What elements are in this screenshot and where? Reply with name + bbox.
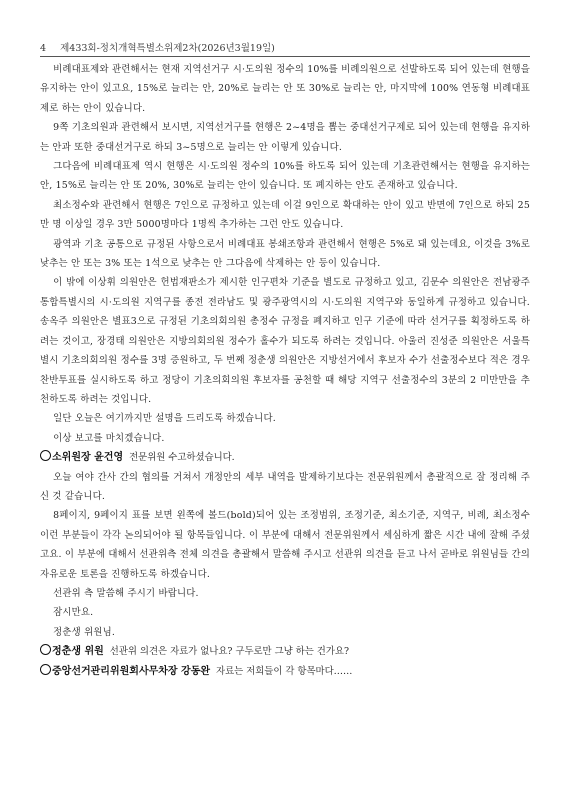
paragraph: 잠시만요.: [53, 607, 94, 619]
document-body: [40, 60, 530, 681]
paragraph: 오늘 여야 간사 간의 협의를 거쳐서 개정안의 세부 내역을 발제하기보다는 전문위원께서 총괄적으로 잘 정리해 주신 것 같습니다.: [40, 471, 530, 502]
speaker-line: [40, 642, 530, 661]
page-number: 4: [40, 43, 47, 54]
speaker-name: 소위원장 윤건영: [52, 452, 124, 464]
paragraph: 이 밖에 이상휘 의원안은 헌법재판소가 제시한 인구편차 기준을 별도로 규정하고 있고, 김문수 의원안은 전남광주통합특별시의 시·도의원 지역구를 종전 전라남도 및 광주광역시의 시·도의원 지역구와 동일하게 규정하고 있습니다. 송옥주 의원안은 별표3으로 규정된 기초의회의원 총정수 규정을 폐지하고 인구 기준에 따라 선거구를 획정하도록 하려는 것이고, 장경태 의원안은 지방의회의원 정수가 홀수가 되도록 하려는 것입니다. 아울러 진성준 의원안은 서울특별시 기초의회의원 정수를 3명 증원하고, 두 번째 정춘생 의원안은 지방선거에서 후보자 수가 선출정수보다 적은 경우 찬반투표를 실시하도록 하고 정당이 기초의회의원 후보자를 공천할 때 해당 지역구 선출정수의 3분의 2 미만만을 추천하도록 하려는 것입니다.: [40, 277, 530, 405]
paragraph: 이상 보고를 마치겠습니다.: [53, 432, 165, 444]
paragraph: 9쪽 기초의원과 관련해서 보시면, 지역선거구를 현행은 2~4명을 뽑는 중대선거구제로 되어 있는데 현행을 유지하는 안과 또한 중대선거구로 하되 3~5명으로 늘리는 안 이렇게 있습니다.: [40, 122, 530, 153]
paragraph: 비례대표제와 관련해서는 현재 지역선거구 시·도의원 정수의 10%를 비례의원으로 선발하도록 되어 있는데 현행을 유지하는 안이 있고요, 15%로 늘리는 안, 20%로 늘리는 안 또 30%로 늘리는 안, 마지막에 100% 연동형 비례대표제로 하는 안이 있습니다.: [40, 64, 530, 114]
speaker-line: [40, 448, 530, 467]
speech-text: 전문위원 수고하셨습니다.: [129, 452, 235, 464]
speaker-name: 중앙선거관리위원회사무차장 강동완: [52, 665, 211, 677]
speaker-name: 정춘생 위원: [52, 646, 104, 658]
header-rule: [40, 56, 530, 57]
speaker-circle-icon: [40, 450, 51, 461]
speaker-line: [40, 662, 530, 681]
speech-text: 선관위 의견은 자료가 없나요? 구두로만 그냥 하는 건가요?: [109, 646, 349, 658]
paragraph: 광역과 기초 공통으로 규정된 사항으로서 비례대표 봉쇄조항과 관련해서 현행은 5%로 돼 있는데요, 이것을 3%로 낮추는 안 또는 3% 또는 1석으로 낮추는 안 그다음에 삭제하는 안 등이 있습니다.: [40, 238, 530, 270]
paragraph: 최소정수와 관련해서 현행은 7인으로 규정하고 있는데 이걸 9인으로 확대하는 안이 있고 반면에 7인으로 하되 25만 명 이상일 경우 3만 5000명마다 1명씩 추가하는 그런 안도 있습니다.: [40, 199, 530, 231]
paragraph: 그다음에 비례대표제 역시 현행은 시·도의원 정수의 10%를 하도록 되어 있는데 기초관련해서는 현행을 유지하는 안, 15%로 늘리는 안 또 20%, 30%로 늘리는 안이 있습니다. 또 폐지하는 안도 존재하고 있습니다.: [40, 161, 530, 192]
speaker-circle-icon: [40, 644, 51, 655]
speech-text: 자료는 저희들이 각 항목마다……: [216, 665, 353, 677]
paragraph: 일단 오늘은 여기까지만 설명을 드리도록 하겠습니다.: [53, 413, 276, 425]
paragraph: 선관위 측 말씀해 주시기 바랍니다.: [53, 587, 199, 599]
document-title: 제433회-정치개혁특별소위제2차(2026년3월19일): [60, 43, 275, 54]
paragraph: 정춘생 위원님.: [53, 626, 116, 638]
page-header: [40, 40, 530, 54]
speaker-circle-icon: [40, 664, 51, 675]
paragraph: 8페이지, 9페이지 표를 보면 왼쪽에 볼드(bold)되어 있는 조정범위, 조정기준, 최소기준, 지역구, 비례, 최소정수 이런 부분들이 각각 논의되어야 될 항목들입니다. 이 부분에 대해서 전문위원께서 세심하게 짧은 시간 내에 잘해 주셨고요. 이 부분에 대해서 선관위측 전체 의견을 총괄해서 말씀해 주시고 선관위 의견을 듣고 나서 곧바로 위원님들 간의 자유로운 토론을 진행하도록 하겠습니다.: [40, 510, 530, 580]
